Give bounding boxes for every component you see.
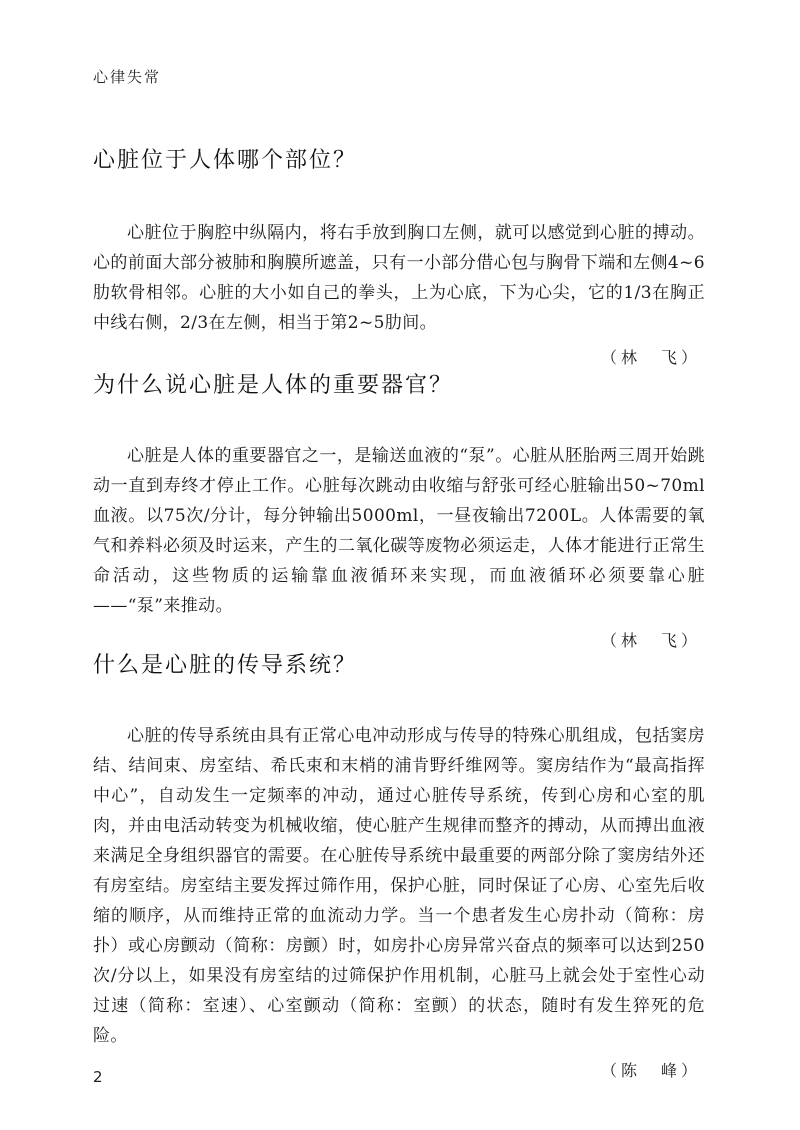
section-body: 心脏是人体的重要器官之一，是输送血液的“泵”。心脏从胚胎两三周开始跳动一直到寿终才停止工作。心脏每次跳动由收缩与舒张可经心脏输出50~70ml血液。以75次/分计，每分钟输出5000ml，一昼夜输出7200L。人体需要的氧气和养料必须及时运来，产生的二氧化碳等废物必须运走，人体才能进行正常生命活动，这些物质的运输靠血液循环来实现，而血液循环必须要靠心脏——“泵”来推动。 (93, 446, 705, 616)
section-author: （陈 峰） (600, 1061, 701, 1080)
section-conduction-system (93, 651, 705, 1085)
page-number: 2 (93, 1068, 103, 1086)
section-author: （林 飞） (600, 348, 701, 367)
section-heading: 心脏位于人体哪个部位？ (93, 148, 358, 173)
section-heart-location (93, 146, 705, 372)
section-heart-importance (93, 371, 705, 655)
section-heading: 为什么说心脏是人体的重要器官？ (93, 373, 454, 398)
section-body: 心脏位于胸腔中纵隔内，将右手放到胸口左侧，就可以感觉到心脏的搏动。心的前面大部分被肺和胸膜所遮盖，只有一小部分借心包与胸骨下端和左侧4~6肋软骨相邻。心脏的大小如自己的拳头，上为心底，下为心尖，它的1/3在胸正中线右侧，2/3在左侧，相当于第2~5肋间。 (93, 223, 705, 333)
running-header-title: 心律失常 (93, 68, 162, 86)
section-body: 心脏的传导系统由具有正常心电冲动形成与传导的特殊心肌组成，包括窦房结、结间束、房室结、希氏束和末梢的浦肯野纤维网等。窦房结作为“最高指挥中心”，自动发生一定频率的冲动，通过心脏传导系统，传到心房和心室的肌肉，并由电活动转变为机械收缩，使心脏产生规律而整齐的搏动，从而搏出血液来满足全身组织器官的需要。在心脏传导系统中最重要的两部分除了窦房结外还有房室结。房室结主要发挥过筛作用，保护心脏，同时保证了心房、心室先后收缩的顺序，从而维持正常的血流动力学。当一个患者发生心房扑动（简称：房扑）或心房颤动（简称：房颤）时，如房扑心房异常兴奋点的频率可以达到250次/分以上，如果没有房室结的过筛保护作用机制，心脏马上就会处于室性心动过速（简称：室速）、心室颤动（简称：室颤）的状态，随时有发生猝死的危险。 (93, 726, 705, 1046)
section-heading: 什么是心脏的传导系统？ (93, 653, 358, 678)
section-author: （林 飞） (600, 631, 701, 650)
